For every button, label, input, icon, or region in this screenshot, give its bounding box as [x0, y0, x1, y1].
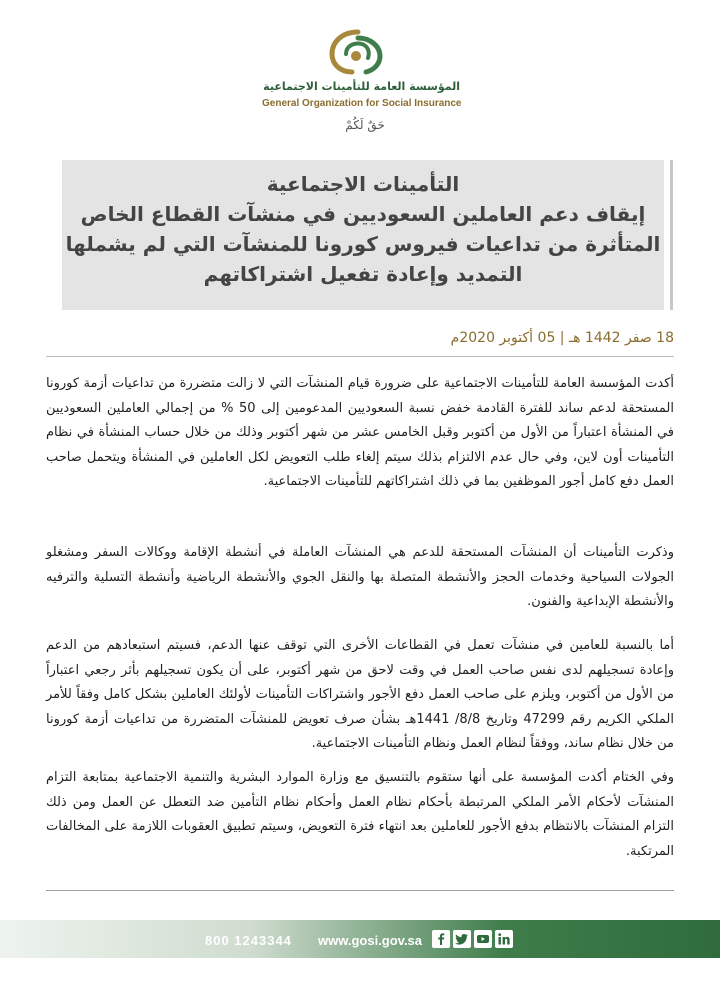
- headline-line: إيقاف دعم العاملين السعوديين في منشآت القطاع الخاص: [80, 202, 646, 226]
- headline-line: التمديد وإعادة تفعيل اشتراكاتهم: [203, 262, 523, 286]
- facebook-icon[interactable]: [432, 930, 450, 948]
- paragraph: أما بالنسبة للعامين في منشآت تعمل في القطاعات الأخرى التي توقف عنها الدعم، فسيتم استبعادهم من الدعم وإعادة تسجيلهم لدى نفس صاحب العمل في وقت لاحق من شهر أكتوبر، على أن يكون تسجيلهم بأثر رجعي اعتباراً من الأول من أكتوبر، ويلزم على صاحب العمل دفع الأجور واشتراكات التأمينات لأولئك العاملين بشكل كامل وفقاً للأمر الملكي الكريم رقم 47299 وتاريخ 8/8/ 1441هـ بشأن صرف تعويض للمنشآت المتضررة من تداعيات أزمة كورونا من خلال نظام ساند، ووفقاً لنظام العمل ونظام التأمينات الاجتماعية.: [46, 638, 674, 751]
- paragraph: وذكرت التأمينات أن المنشآت المستحقة للدعم هي المنشآت العاملة في أنشطة الإقامة ووكالات السفر ومشغلو الجولات السياحية وخدمات الحجز والأنشطة المتصلة بها والنقل الجوي والأنشطة الرياضية وأنشطة التسلية والترفيه والأنشطة الإبداعية والفنون.: [46, 545, 674, 609]
- headline-line: التأمينات الاجتماعية: [266, 172, 460, 196]
- slogan: حَقٌ لَكُمْ: [345, 118, 385, 132]
- footer-phone: 800 1243344: [205, 933, 292, 948]
- paragraph: وفي الختام أكدت المؤسسة على أنها ستقوم بالتنسيق مع وزارة الموارد البشرية والتنمية الاجتماعية بمتابعة التزام المنشآت لأحكام الأمر الملكي المرتبطة بأحكام نظام العمل وأحكام نظام التأمين ضد التعطل عن العمل ومن ذلك التزام المنشآت بالانتظام بدفع الأجور للعاملين بعد انتهاء فترة التعويض، وسيتم تطبيق العقوبات اللازمة على المخالفات المرتكبة.: [46, 770, 674, 859]
- headline-line: المتأثرة من تداعيات فيروس كورونا للمنشآت التي لم يشملها: [65, 232, 661, 256]
- twitter-icon[interactable]: [453, 930, 471, 948]
- gosi-logo-icon: [318, 28, 398, 78]
- org-name-english: General Organization for Social Insurance: [262, 98, 462, 109]
- paragraph: أكدت المؤسسة العامة للتأمينات الاجتماعية على ضرورة قيام المنشآت التي لا زالت متضررة من تداعيات أزمة كورونا المستحقة لدعم ساند للفترة القادمة خفض نسبة السعوديين المدعومين إلى 50 % من إجمالي العاملين السعوديين في المنشأة اعتباراً من الأول من أكتوبر وقبل الخامس عشر من شهر أكتوبر وذلك من خلال حساب المنشأة في نظام التأمينات أون لاين، وفي حال عدم الالتزام بذلك سيتم إلغاء طلب التعويض لكل العاملين في المنشأة ويتحمل صاحب العمل دفع كامل أجور الموظفين بما في ذلك اشتراكاتهم للتأمينات الاجتماعية.: [46, 376, 674, 489]
- divider: [46, 890, 674, 891]
- divider: [46, 356, 674, 357]
- letterhead: [0, 0, 720, 150]
- headline-shadow: [670, 160, 673, 310]
- youtube-icon[interactable]: [474, 930, 492, 948]
- footer-website-link[interactable]: www.gosi.gov.sa: [318, 933, 423, 948]
- date-line: 18 صفر 1442 هـ | 05 أكتوبر 2020م: [450, 330, 674, 346]
- linkedin-icon[interactable]: [495, 930, 513, 948]
- headline-box: [62, 160, 664, 310]
- org-name-arabic: المؤسسة العامة للتأمينات الاجتماعية: [263, 80, 460, 93]
